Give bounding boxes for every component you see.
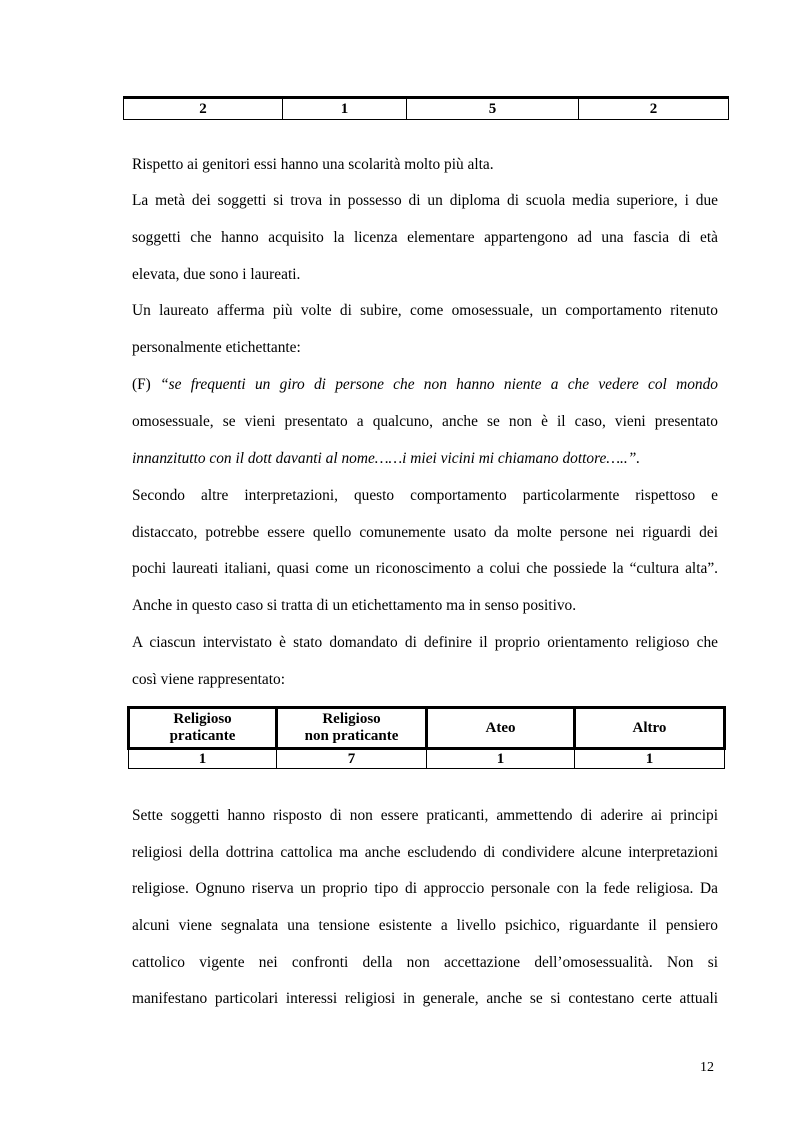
table-header-cell: Religioso non praticante (277, 708, 427, 749)
table-cell: 5 (407, 98, 579, 120)
quote-text: “se frequenti un giro di persone che non hanno niente a che vedere col mondo (160, 376, 718, 393)
table-header-cell: Altro (575, 708, 725, 749)
table-row (124, 98, 729, 120)
education-table (123, 96, 729, 120)
quote-text: innanzitutto con il dott davanti al nome……i miei vicini mi chiamano dottore…..”. (132, 450, 641, 467)
paragraph-line: Rispetto ai genitori essi hanno una scolarità molto più alta. (132, 156, 494, 173)
table-cell: 1 (283, 98, 407, 120)
table-cell: 1 (427, 749, 575, 769)
paragraph-line: alcuni viene segnalata una tensione esistente a livello psichico, riguardante il pensiero (132, 917, 718, 934)
religion-table (127, 706, 726, 769)
paragraph-line: omosessuale, se vieni presentato a qualcuno, anche se non è il caso, vieni presentato (132, 413, 718, 430)
quote-line (132, 450, 718, 468)
paragraph-line: Anche in questo caso si tratta di un etichettamento ma in senso positivo. (132, 597, 577, 614)
table-cell: 2 (124, 98, 283, 120)
table-cell: 7 (277, 749, 427, 769)
table-header-row (129, 708, 725, 749)
paragraph-line: manifestano particolari interessi religiosi in generale, anche se si contestano certe attuali (132, 990, 718, 1007)
paragraph-line: religiosi della dottrina cattolica ma anche escludendo di condividere alcune interpretazioni (132, 844, 718, 861)
paragraph-line: Sette soggetti hanno risposto di non essere praticanti, ammettendo di aderire ai principi (132, 807, 718, 824)
speaker-tag: (F) (132, 376, 161, 393)
page-number: 12 (700, 1060, 714, 1075)
paragraph-line: distaccato, potrebbe essere quello comunemente usato da molte persone nei riguardi dei (132, 524, 718, 541)
table-row (129, 749, 725, 769)
paragraph-line: pochi laureati italiani, quasi come un riconoscimento a colui che possiede la “cultura alta”. (132, 560, 718, 577)
table-cell: 1 (575, 749, 725, 769)
paragraph-line: così viene rappresentato: (132, 671, 285, 688)
paragraph-line: A ciascun intervistato è stato domandato di definire il proprio orientamento religioso che (132, 634, 718, 651)
paragraph-line: La metà dei soggetti si trova in possesso di un diploma di scuola media superiore, i due (132, 192, 718, 209)
paragraph-line: religiose. Ognuno riserva un proprio tipo di approccio personale con la fede religiosa. Da (132, 880, 718, 897)
paragraph-line: personalmente etichettante: (132, 339, 301, 356)
paragraph-line: soggetti che hanno acquisito la licenza elementare appartengono ad una fascia di età (132, 229, 718, 246)
table-header-cell: Ateo (427, 708, 575, 749)
table-cell: 1 (129, 749, 277, 769)
table-cell: 2 (579, 98, 729, 120)
paragraph-line: Un laureato afferma più volte di subire, come omosessuale, un comportamento ritenuto (132, 302, 718, 319)
paragraph-line: elevata, due sono i laureati. (132, 266, 301, 283)
quote-line (132, 376, 718, 394)
paragraph-line: Secondo altre interpretazioni, questo comportamento particolarmente rispettoso e (132, 487, 718, 504)
paragraph-line: cattolico vigente nei confronti della non accettazione dell’omosessualità. Non si (132, 954, 718, 971)
table-header-cell: Religioso praticante (129, 708, 277, 749)
